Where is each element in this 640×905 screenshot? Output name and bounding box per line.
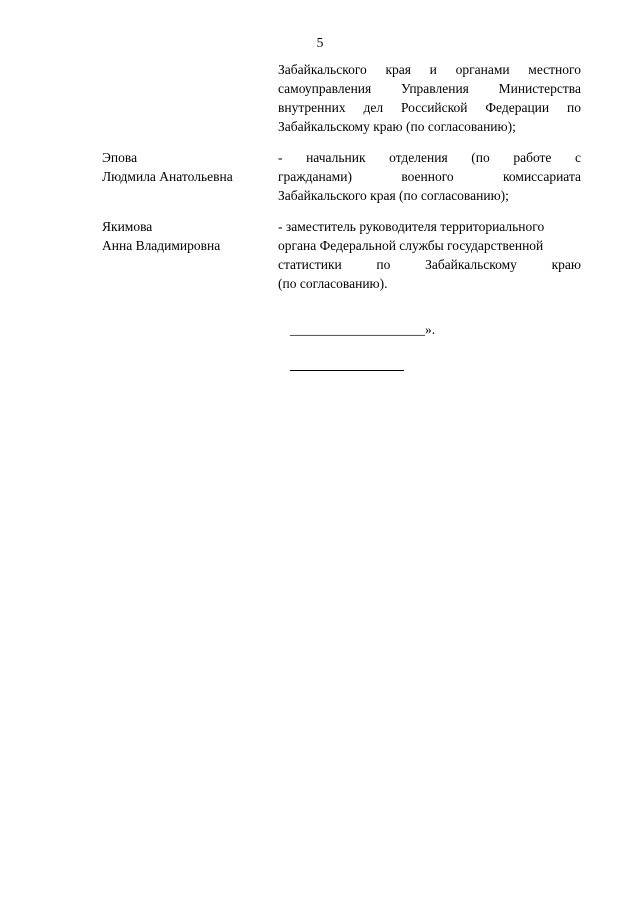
word: - заместитель руководителя территориального [278,219,545,234]
text-line [278,274,581,293]
text-line [278,236,581,255]
word: дел [363,100,384,115]
word: гражданами) [278,169,352,184]
text-line [278,186,581,205]
member-name [102,217,272,255]
word: с [574,150,581,165]
member-name [102,148,272,186]
member-role [278,217,581,293]
text-line [278,217,581,236]
word: Федерации [485,100,550,115]
word: органа Федеральной службы государственной [278,238,544,253]
text-line [278,98,581,117]
word: края [385,62,411,77]
text-line [278,167,581,186]
word: - [278,150,283,165]
word: Управления [400,81,469,96]
word: местного [528,62,581,77]
member-given-names: Анна Владимировна [102,238,221,253]
word: краю [551,257,581,272]
word: (по [471,150,490,165]
text-line [278,79,581,98]
member-surname: Якимова [102,219,153,234]
word: самоуправления [278,81,372,96]
word: Российской [400,100,468,115]
end-rule [290,370,404,371]
word: Министерства [498,81,581,96]
word: по [376,257,391,272]
word: внутренних [278,100,346,115]
member-role [278,148,581,205]
text-line [278,60,581,79]
word: Забайкальского края (по согласованию); [278,188,509,203]
word: Забайкальскому краю (по согласованию); [278,119,516,134]
member-surname: Эпова [102,150,138,165]
word: Забайкальскому [425,257,517,272]
text-line [278,148,581,167]
word: Забайкальского [278,62,367,77]
text-line [278,117,581,136]
word: работе [513,150,552,165]
word: начальник [306,150,366,165]
continuation-role-text [278,60,581,136]
word: по [567,100,581,115]
word: отделения [389,150,448,165]
page-number: 5 [316,35,324,50]
member-given-names: Людмила Анатольевна [102,169,233,184]
word: (по согласованию). [278,276,388,291]
word: и [429,62,437,77]
word: комиссариата [503,169,581,184]
word: органами [455,62,510,77]
word: военного [401,169,454,184]
text-line [278,255,581,274]
word: статистики [278,257,342,272]
closing-line: ____________________». [290,322,436,337]
